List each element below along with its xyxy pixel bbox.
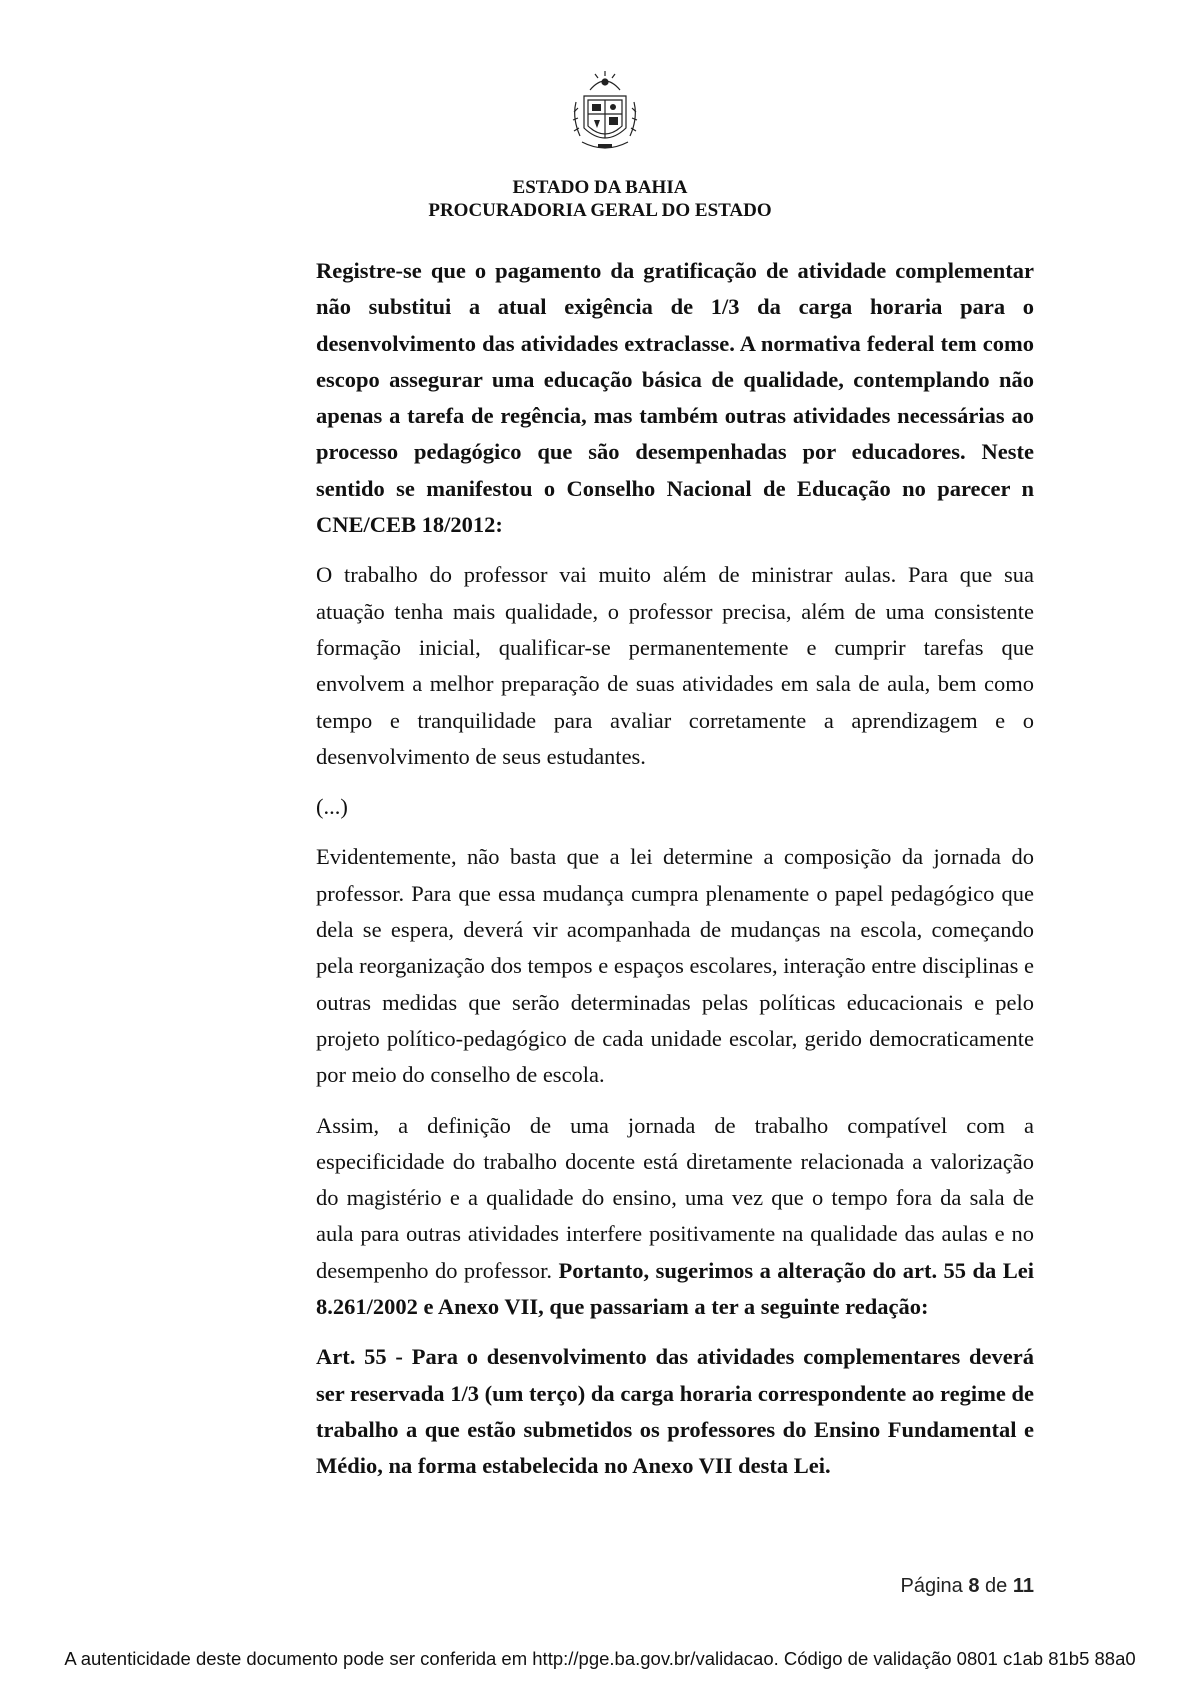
letterhead-state: ESTADO DA BAHIA (512, 177, 688, 198)
document-body (316, 253, 1034, 1499)
paragraph-5-bold: Portanto, sugerimos a alteração do art. 55 da Lei 8.261/2002 e Anexo VII, que passariam a ter a seguinte redação: (316, 1257, 1034, 1320)
letterhead-agency: PROCURADORIA GERAL DO ESTADO (428, 200, 772, 221)
authenticity-footer: A autenticidade deste documento pode ser conferida em http://pge.ba.gov.br/validacao. Código de validação 0801 c1ab 81b5 88a0 (64, 1648, 1136, 1669)
page-number-middle: de (985, 1575, 1008, 1597)
paragraph-1: Registre-se que o pagamento da gratificação de atividade complementar não substitui a atual exigência de 1/3 da carga horaria para o desenvolvimento das atividades extraclasse. A normativa federal tem como escopo assegurar uma educação básica de qualidade, contemplando não apenas a tarefa de regência, mas também outras atividades necessárias ao processo pedagógico que são desempenhadas por educadores. Neste sentido se manifestou o Conselho Nacional de Educação no parecer n CNE/CEB 18/2012: (316, 258, 1034, 538)
quote-ellipsis: (...) (316, 794, 348, 820)
bahia-coat-of-arms-icon (570, 68, 640, 158)
page-number-current: 8 (968, 1575, 980, 1597)
page-number-total: 11 (1012, 1575, 1034, 1597)
paragraph-5-normal: Assim, a definição de uma jornada de trabalho compatível com a especificidade do trabalho docente está diretamente relacionada a valorização do magistério e a qualidade do ensino, uma vez que o tempo fora da sala de aula para outras atividades interfere positivamente na qualidade das aulas e no desempenho do professor. (316, 1112, 1034, 1283)
article-55-text: Art. 55 - Para o desenvolvimento das atividades complementares deverá ser reservada 1/3 (um terço) da carga horaria correspondente ao regime de trabalho a que estão submetidos os professores do Ensino Fundamental e Médio, na forma estabelecida no Anexo VII desta Lei. (316, 1344, 1034, 1479)
paragraph-5 (316, 1108, 1034, 1326)
page-number-prefix: Página (900, 1575, 963, 1597)
quote-paragraph-2: Evidentemente, não basta que a lei determine a composição da jornada do professor. Para que essa mudança cumpra plenamente o papel pedagógico que dela se espera, deverá vir acompanhada de mudanças na escola, começando pela reorganização dos tempos e espaços escolares, interação entre disciplinas e outras medidas que serão determinadas pelas políticas educacionais e pelo projeto político-pedagógico de cada unidade escolar, gerido democraticamente por meio do conselho de escola. (316, 844, 1034, 1088)
quote-paragraph-1: O trabalho do professor vai muito além de ministrar aulas. Para que sua atuação tenha mais qualidade, o professor precisa, além de uma consistente formação inicial, qualificar-se permanentemente e cumprir tarefas que envolvem a melhor preparação de suas atividades em sala de aula, bem como tempo e tranquilidade para avaliar corretamente a aprendizagem e o desenvolvimento de seus estudantes. (316, 562, 1034, 769)
page-number (860, 1575, 1034, 1598)
